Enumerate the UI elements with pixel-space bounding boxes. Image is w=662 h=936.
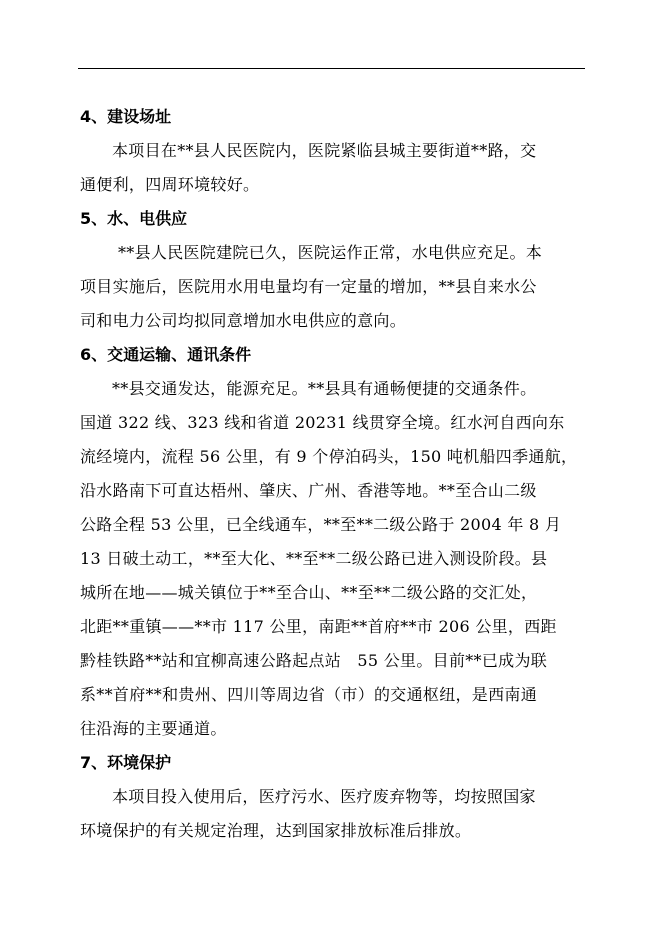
section-paragraph-utilities [80, 236, 588, 338]
section-paragraph-transport [80, 372, 588, 746]
paragraph-line: **县交通发达，能源充足。**县具有通畅便捷的交通条件。 [112, 379, 537, 398]
paragraph-line: 本项目在**县人民医院内，医院紧临县城主要街道**路，交 [112, 141, 537, 160]
paragraph-line: **县人民医院建院已久，医院运作正常，水电供应充足。本 [118, 243, 543, 262]
section-paragraph-environment [80, 780, 588, 848]
paragraph-line: 司和电力公司均拟同意增加水电供应的意向。 [80, 311, 407, 330]
paragraph-line: 黔桂铁路**站和宜柳高速公路起点站 55 公里。目前**已成为联 [80, 651, 548, 670]
section-heading-site: 4、建设场址 [80, 107, 172, 126]
paragraph-line: 沿水路南下可直达梧州、肇庆、广州、香港等地。**至合山二级 [80, 481, 537, 500]
paragraph-line: 通便利，四周环境较好。 [80, 175, 260, 194]
paragraph-line: 项目实施后，医院用水用电量均有一定量的增加，**县自来水公 [80, 277, 537, 296]
section-heading-transport: 6、交通运输、通讯条件 [80, 345, 252, 364]
header-rule [78, 68, 585, 69]
paragraph-line: 往沿海的主要通道。 [80, 719, 227, 738]
paragraph-line: 系**首府**和贵州、四川等周边省（市）的交通枢纽，是西南通 [80, 685, 538, 704]
paragraph-line: 城所在地——城关镇位于**至合山、**至**二级公路的交汇处， [80, 583, 538, 602]
paragraph-line: 环境保护的有关规定治理，达到国家排放标准后排放。 [80, 821, 472, 840]
section-heading-environment: 7、环境保护 [80, 753, 172, 772]
paragraph-line: 国道 322 线、323 线和省道 20231 线贯穿全境。红水河自西向东 [80, 413, 565, 432]
section-heading-utilities: 5、水、电供应 [80, 209, 188, 228]
paragraph-line: 本项目投入使用后，医疗污水、医疗废弃物等，均按照国家 [112, 787, 536, 806]
document-body [80, 100, 588, 848]
paragraph-line: 流经境内，流程 56 公里，有 9 个停泊码头，150 吨机船四季通航， [80, 447, 578, 466]
section-paragraph-site [80, 134, 588, 202]
paragraph-line: 公路全程 53 公里，已全线通车，**至**二级公路于 2004 年 8 月 [80, 515, 562, 534]
paragraph-line: 13 日破土动工，**至大化、**至**二级公路已进入测设阶段。县 [80, 549, 548, 568]
paragraph-line: 北距**重镇——**市 117 公里，南距**首府**市 206 公里，西距 [80, 617, 557, 636]
